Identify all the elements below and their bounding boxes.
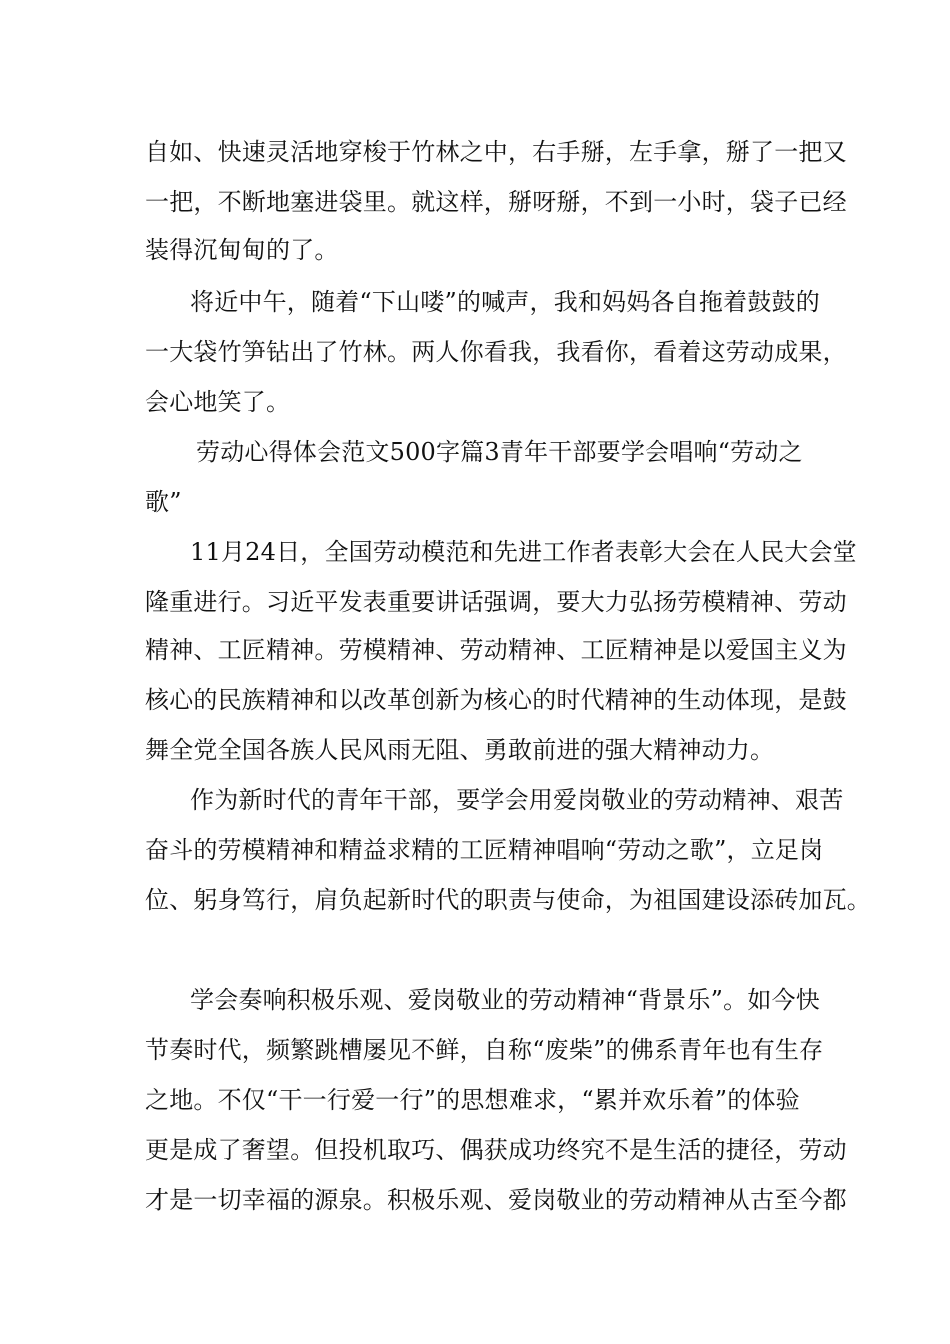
text-line: 隆重进行。习近平发表重要讲话强调，要大力弘扬劳模精神、劳动 bbox=[145, 588, 847, 616]
text-line: 节奏时代，频繁跳槽屡见不鲜，自称“废柴”的佛系青年也有生存 bbox=[145, 1036, 824, 1064]
text-line: 位、躬身笃行，肩负起新时代的职责与使命，为祖国建设添砖加瓦。 bbox=[145, 886, 871, 914]
text-line: 将近中午，随着“下山喽”的喊声，我和妈妈各自拖着鼓鼓的 bbox=[190, 288, 820, 316]
text-line: 11月24日，全国劳动模范和先进工作者表彰大会在人民大会堂 bbox=[190, 538, 857, 566]
text-line: 更是成了奢望。但投机取巧、偶获成功终究不是生活的捷径，劳动 bbox=[145, 1136, 847, 1164]
text-line: 奋斗的劳模精神和精益求精的工匠精神唱响“劳动之歌”，立足岗 bbox=[145, 836, 824, 864]
text-line: 作为新时代的青年干部，要学会用爱岗敬业的劳动精神、艰苦 bbox=[190, 786, 844, 814]
text-line: 精神、工匠精神。劳模精神、劳动精神、工匠精神是以爱国主义为 bbox=[145, 636, 847, 664]
text-line: 一把，不断地塞进袋里。就这样，掰呀掰，不到一小时，袋子已经 bbox=[145, 188, 847, 216]
text-line: 会心地笑了。 bbox=[145, 388, 291, 416]
text-line: 学会奏响积极乐观、爱岗敬业的劳动精神“背景乐”。如今快 bbox=[190, 986, 820, 1014]
heading-line: 歌” bbox=[145, 488, 182, 516]
text-line: 才是一切幸福的源泉。积极乐观、爱岗敬业的劳动精神从古至今都 bbox=[145, 1186, 847, 1214]
heading-line: 劳动心得体会范文500字篇3青年干部要学会唱响“劳动之 bbox=[196, 438, 803, 466]
text-line: 自如、快速灵活地穿梭于竹林之中，右手掰，左手拿，掰了一把又 bbox=[145, 138, 847, 166]
text-line: 核心的民族精神和以改革创新为核心的时代精神的生动体现，是鼓 bbox=[145, 686, 847, 714]
text-line: 之地。不仅“干一行爱一行”的思想难求，“累并欢乐着”的体验 bbox=[145, 1086, 800, 1114]
text-line: 一大袋竹笋钻出了竹林。两人你看我，我看你，看着这劳动成果， bbox=[145, 338, 847, 366]
text-line: 舞全党全国各族人民风雨无阻、勇敢前进的强大精神动力。 bbox=[145, 736, 775, 764]
text-line: 装得沉甸甸的了。 bbox=[145, 236, 339, 264]
